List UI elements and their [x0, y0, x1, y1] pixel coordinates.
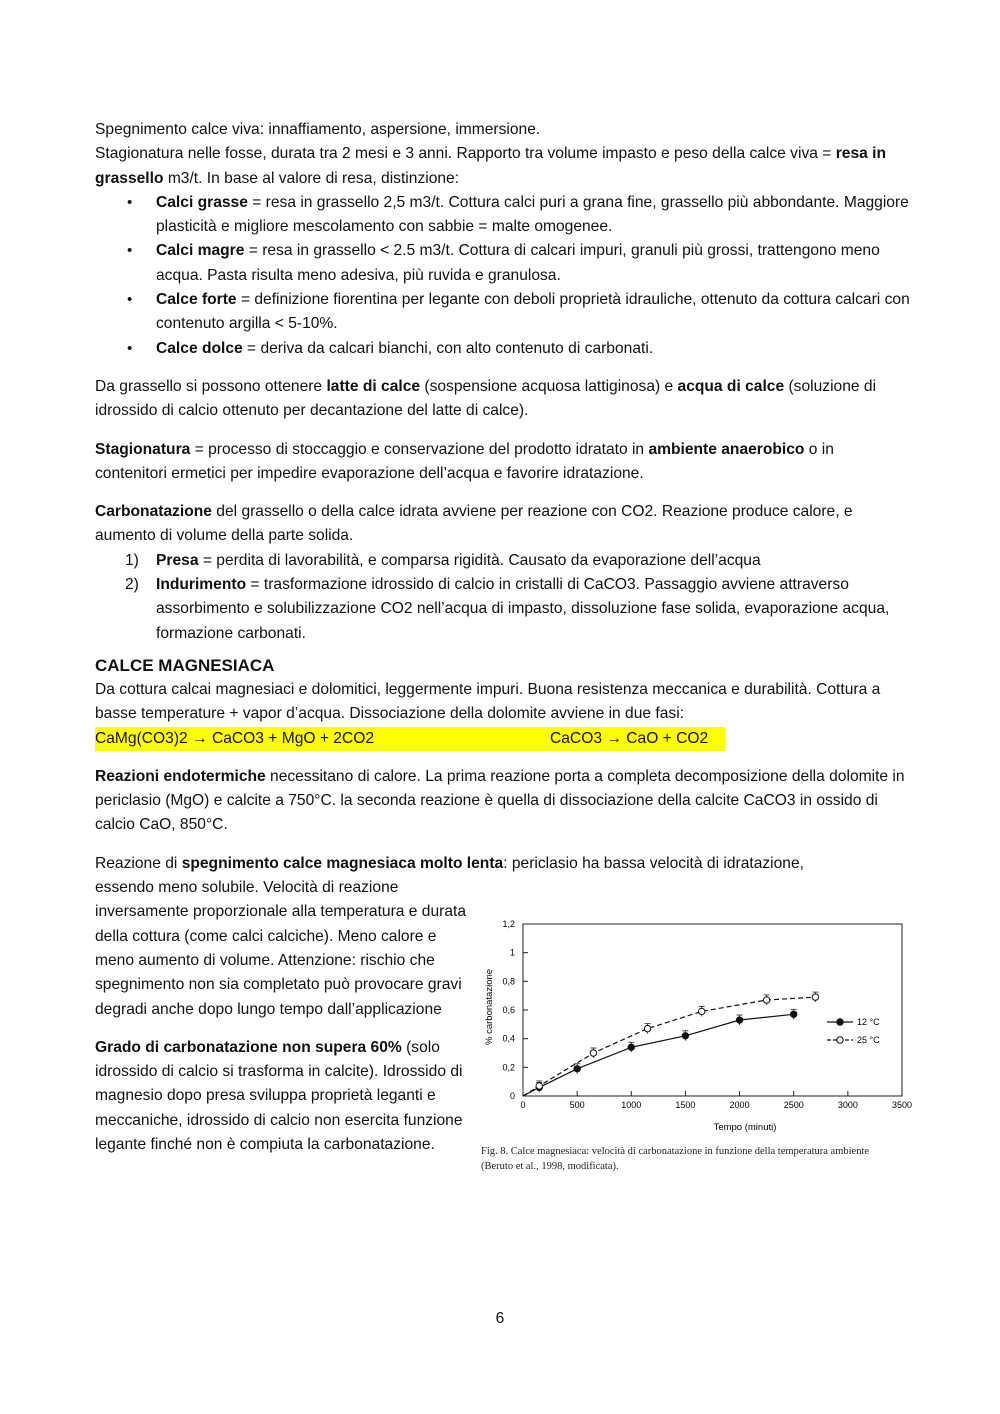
data-point: [682, 1033, 688, 1039]
data-point: [644, 1025, 650, 1031]
legend-marker: [837, 1037, 843, 1043]
y-tick-label: 0,2: [502, 1062, 515, 1073]
series-line-2: [523, 997, 815, 1096]
page-number: 6: [495, 1310, 505, 1327]
data-point: [791, 1011, 797, 1017]
chart: [477, 900, 913, 1135]
y-tick-label: 0,6: [502, 1005, 515, 1016]
list-item: • Calce dolce = deriva da calcari bianchi, con alto contenuto di carbonati.: [95, 337, 910, 361]
carbonatazione-paragraph: Carbonatazione del grassello o della calce idrata avviene per reazione con CO2. Reazione produce calore, e aumento di volume della parte solida.: [95, 503, 853, 545]
legend-marker: [837, 1019, 843, 1025]
page-body: [95, 118, 913, 1173]
data-point: [812, 994, 818, 1000]
x-axis-label: Tempo (minuti): [713, 1122, 777, 1134]
spegnimento-continued: essendo meno solubile. Velocità di reazione inversamente proporzionale alla temperatura e durata della cottura (come calci calciche). Meno calore e meno aumento di volume. Attenzione: rischio che spegnimento non sia completato può provocare gravi degradi anche dopo lungo tempo dall’applicazione: [95, 879, 466, 1018]
list-item: 1) Presa = perdita di lavorabilità, e comparsa rigidità. Causato da evaporazione dell’acqua: [125, 551, 761, 569]
left-column: [95, 876, 470, 1157]
latte-paragraph: Da grassello si possono ottenere latte di calce (sospensione acquosa lattiginosa) e acqua di calce (soluzione di idrossido di calcio ottenuto per decantazione del latte di calce).: [95, 377, 877, 420]
list-item: • Calce forte = definizione fiorentina per legante con deboli proprietà idrauliche, ottenuto da cottura calcari con contenuto argilla < 5-10%.: [95, 288, 910, 337]
grado-paragraph: Grado di carbonatazione non supera 60% (solo idrossido di calcio si trasforma in calcite). Idrossido di magnesio dopo presa sviluppa proprietà leganti e meccaniche, idrossido di calcio non esercita funzione legante finché non è compiuta la carbonatazione.: [95, 1038, 463, 1153]
y-tick-label: 1: [509, 947, 515, 958]
data-point: [574, 1066, 580, 1072]
figure-carbonatazione: [477, 900, 913, 1173]
x-tick-label: 2500: [783, 1100, 804, 1111]
x-tick-label: 0: [520, 1100, 526, 1111]
data-point: [698, 1008, 704, 1014]
data-point: [763, 997, 769, 1003]
figure-caption-line2: (Beruto et al., 1998, modificata).: [481, 1161, 619, 1173]
x-tick-label: 2000: [729, 1100, 750, 1111]
legend-label: 25 °C: [857, 1035, 880, 1046]
magnesiaca-intro: Da cottura calcai magnesiaci e dolomitici, leggermente impuri. Buona resistenza meccanica e durabilità. Cottura a basse temperature + vapor d’acqua. Dissociazione della dolomite avviene in due fasi:: [95, 680, 881, 723]
text-figure-block: [95, 876, 913, 1173]
y-tick-label: 0,4: [502, 1033, 515, 1044]
list-item: • Calci magre = resa in grassello < 2.5 m3/t. Cottura di calcari impuri, granuli più grossi, trattengono meno acqua. Pasta risulta meno adesiva, più ruvida e granulosa.: [95, 239, 910, 288]
x-tick-label: 3500: [891, 1100, 913, 1111]
legend-label: 12 °C: [857, 1017, 880, 1028]
x-tick-label: 500: [569, 1100, 585, 1111]
data-point: [628, 1044, 634, 1050]
spegnimento-line: Reazione di spegnimento calce magnesiaca molto lenta: periclasio ha bassa velocità di idratazione,: [95, 854, 804, 872]
data-point: [590, 1050, 596, 1056]
section-heading: CALCE MAGNESIACA: [95, 655, 275, 675]
reactions-highlight: [95, 727, 725, 751]
series-line-1: [523, 1014, 794, 1096]
figure-caption-line1: Fig. 8. Calce magnesiaca: velocità di carbonatazione in funzione della temperatura ambiente: [481, 1146, 870, 1158]
x-tick-label: 1000: [621, 1100, 642, 1111]
calci-list: [95, 191, 910, 361]
reaction-1: CaMg(CO3)2 → CaCO3 + MgO + 2CO2: [95, 729, 375, 747]
y-axis-label: % carbonatazione: [484, 968, 495, 1046]
intro-line1: Spegnimento calce viva: innaffiamento, aspersione, immersione.: [95, 121, 541, 138]
y-tick-label: 1,2: [502, 919, 515, 930]
y-tick-label: 0: [509, 1091, 515, 1102]
data-point: [536, 1083, 542, 1089]
intro-line2: Stagionatura nelle fosse, durata tra 2 mesi e 3 anni. Rapporto tra volume impasto e peso della calce viva = resa in grassello m3/t. In base al valore di resa, distinzione:: [95, 145, 886, 187]
x-tick-label: 3000: [837, 1100, 858, 1111]
reaction-2: CaCO3 → CaO + CO2: [550, 729, 709, 747]
x-tick-label: 1500: [675, 1100, 696, 1111]
list-item: 2) Indurimento = trasformazione idrossido di calcio in cristalli di CaCO3. Passaggio avviene attraverso assorbimento e solubilizzazione CO2 nell’acqua di impasto, dissoluzione fase solida, evaporazione acqua, formazione carbonati.: [125, 576, 890, 642]
list-item: • Calci grasse = resa in grassello 2,5 m3/t. Cottura calci puri a grana fine, grassello più abbondante. Maggiore plasticità e migliore mescolamento con sabbie = malte omogenee.: [95, 191, 910, 240]
fasi-list: [95, 549, 910, 646]
data-point: [736, 1017, 742, 1023]
endotermiche-paragraph: Reazioni endotermiche necessitano di calore. La prima reazione porta a completa decomposizione della dolomite in periclasio (MgO) e calcite a 750°C. la seconda reazione è quella di dissociazione della calcite CaCO3 in ossido di calcio CaO, 850°C.: [95, 767, 905, 834]
y-tick-label: 0,8: [502, 976, 515, 987]
stagionatura-paragraph: Stagionatura = processo di stoccaggio e conservazione del prodotto idratato in ambiente anaerobico o in contenitori ermetici per impedire evaporazione dell’acqua e favorire idratazione.: [95, 440, 834, 482]
